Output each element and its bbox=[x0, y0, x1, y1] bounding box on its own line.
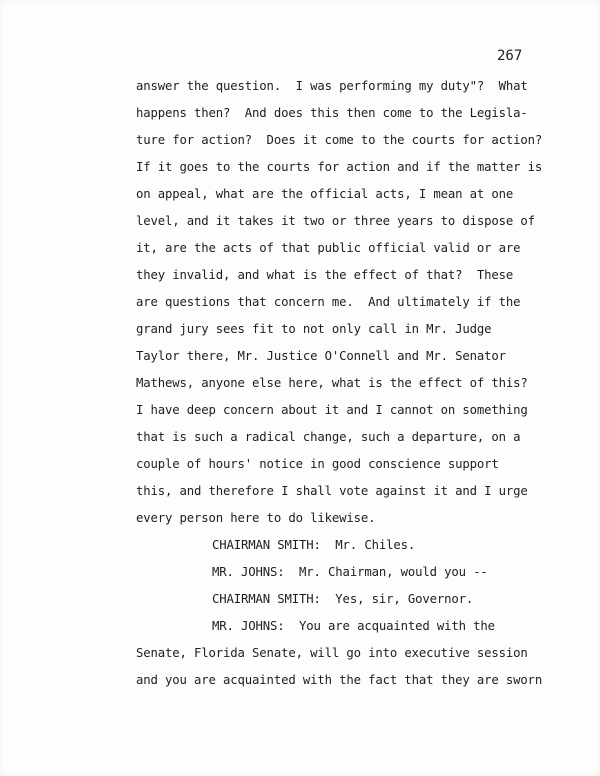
text-line: every person here to do likewise. bbox=[136, 511, 376, 525]
text-line: happens then? And does this then come to the Legisla- bbox=[136, 106, 528, 120]
text-line: ture for action? Does it come to the courts for action? bbox=[136, 133, 543, 147]
page-number: 267 bbox=[497, 48, 523, 64]
text-line: it, are the acts of that public official valid or are bbox=[136, 241, 521, 255]
text-line: on appeal, what are the official acts, I mean at one bbox=[136, 187, 514, 201]
text-line: grand jury sees fit to not only call in Mr. Judge bbox=[136, 322, 492, 336]
text-line: couple of hours' notice in good conscience support bbox=[136, 457, 499, 471]
text-line: Senate, Florida Senate, will go into executive session bbox=[136, 646, 528, 660]
text-line: answer the question. I was performing my duty"? What bbox=[136, 79, 528, 93]
text-line: Mathews, anyone else here, what is the effect of this? bbox=[136, 376, 528, 390]
text-line: that is such a radical change, such a departure, on a bbox=[136, 430, 521, 444]
text-line: are questions that concern me. And ultimately if the bbox=[136, 295, 521, 309]
text-line: they invalid, and what is the effect of that? These bbox=[136, 268, 514, 282]
speaker-line: MR. JOHNS: Mr. Chairman, would you -- bbox=[212, 565, 488, 579]
speaker-line: CHAIRMAN SMITH: Mr. Chiles. bbox=[212, 538, 416, 552]
text-line: Taylor there, Mr. Justice O'Connell and Mr. Senator bbox=[136, 349, 506, 363]
speaker-line: CHAIRMAN SMITH: Yes, sir, Governor. bbox=[212, 592, 474, 606]
text-line: and you are acquainted with the fact that they are sworn bbox=[136, 673, 543, 687]
text-line: If it goes to the courts for action and if the matter is bbox=[136, 160, 543, 174]
text-line: level, and it takes it two or three years to dispose of bbox=[136, 214, 535, 228]
text-line: I have deep concern about it and I cannot on something bbox=[136, 403, 528, 417]
text-line: this, and therefore I shall vote against it and I urge bbox=[136, 484, 528, 498]
speaker-line: MR. JOHNS: You are acquainted with the bbox=[212, 619, 495, 633]
